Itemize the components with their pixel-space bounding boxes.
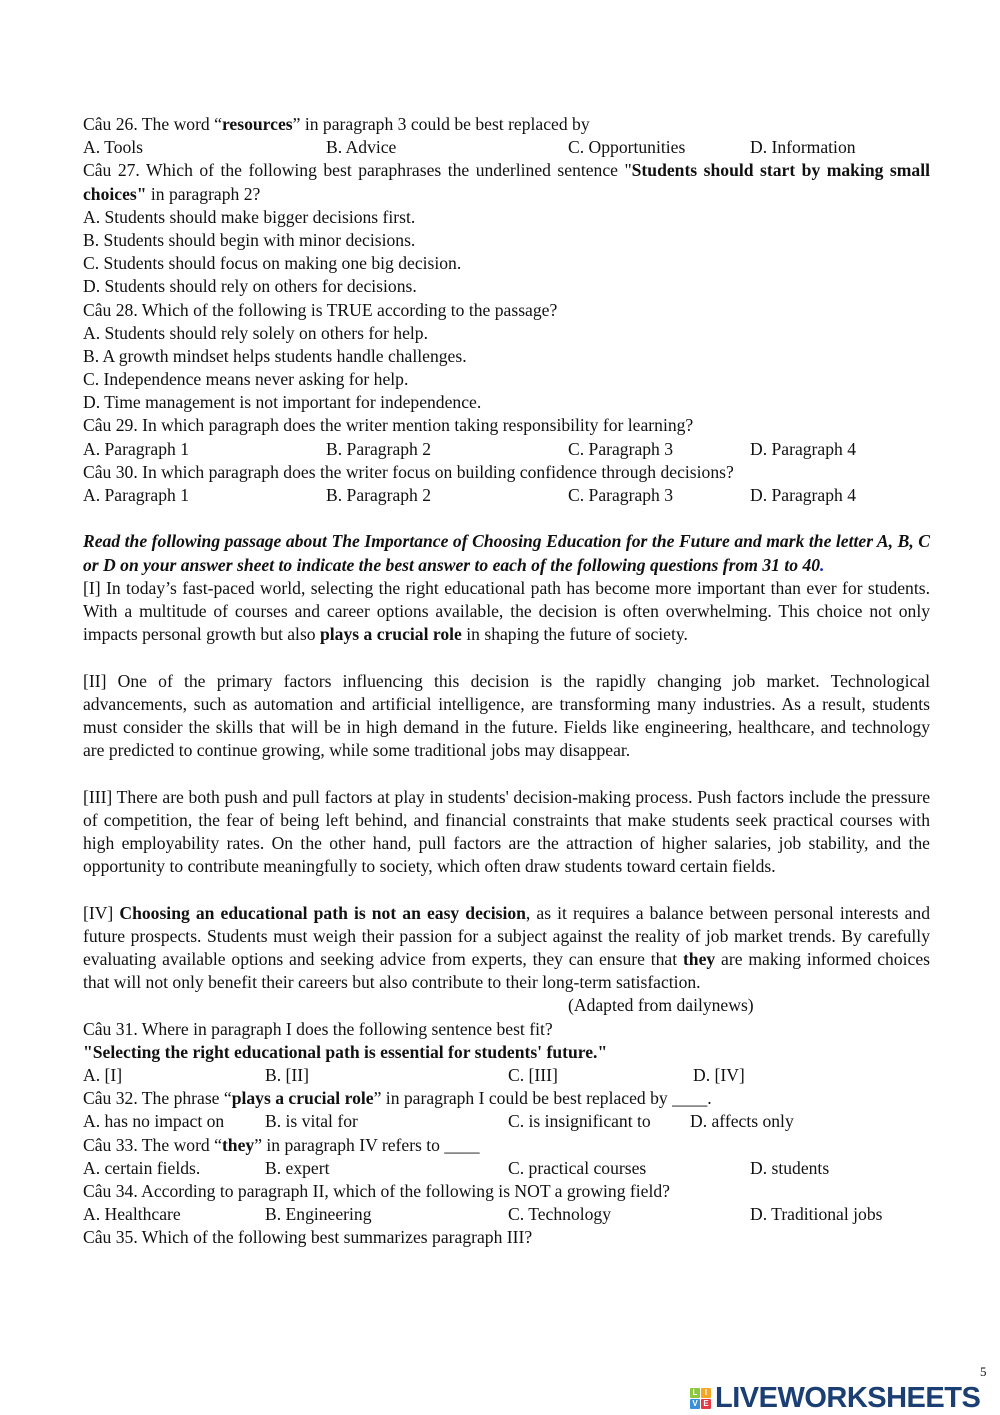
- answer-option[interactable]: D. Traditional jobs: [750, 1204, 883, 1225]
- text-run: Câu 35. Which of the following best summarizes paragraph III?: [83, 1227, 533, 1248]
- text-run: , as it requires a balance between personal interests and future prospects. Students must weigh their passion for a subject against the reality of job market trends. By carefully evaluating available options and seeking advice from experts, they can ensure that: [83, 902, 930, 970]
- text-run: [IV]: [83, 902, 120, 923]
- answer-option[interactable]: C. Paragraph 3: [568, 438, 674, 459]
- answer-option[interactable]: A. Tools: [83, 137, 144, 158]
- passage-paragraph: [83, 577, 930, 647]
- answer-option[interactable]: B. Advice: [326, 137, 397, 158]
- answer-option[interactable]: A. Students should make bigger decisions first.: [83, 206, 416, 227]
- paragraph-gap: [83, 646, 930, 669]
- logo-text: LIVEWORKSHEETS: [715, 1382, 981, 1414]
- answer-options-row: [83, 1203, 930, 1226]
- passage-paragraph: [83, 902, 930, 995]
- passage-paragraph: [83, 670, 930, 763]
- text-run: Câu 30. In which paragraph does the writer focus on building confidence through decisions?: [83, 461, 734, 482]
- answer-option[interactable]: A. Students should rely solely on others for help.: [83, 322, 428, 343]
- text-run: are making informed choices that will not only benefit their careers but also contribute to their long-term satisfaction.: [83, 949, 930, 993]
- answer-options-row: [83, 484, 930, 507]
- question-stem: [83, 1226, 930, 1249]
- answer-option[interactable]: B. Engineering: [265, 1204, 372, 1225]
- answer-option[interactable]: D. students: [750, 1157, 830, 1178]
- text-run: Câu 33. The word “: [83, 1134, 222, 1155]
- text-run: ” in paragraph IV refers to ____: [254, 1134, 480, 1155]
- question-quote: [83, 1041, 930, 1064]
- reading-instruction: [83, 530, 930, 576]
- liveworksheets-logo: [690, 1384, 980, 1412]
- logo-blocks-icon: [690, 1388, 711, 1409]
- answer-option[interactable]: B. is vital for: [265, 1111, 358, 1132]
- bold-text: resources: [221, 114, 293, 134]
- answer-options-row: [83, 1064, 930, 1087]
- question-stem: [83, 414, 930, 437]
- question-stem: [83, 1087, 930, 1110]
- answer-option[interactable]: C. Students should focus on making one big decision.: [83, 253, 462, 274]
- answer-option[interactable]: A. Paragraph 1: [83, 485, 190, 506]
- instruction-dot: .: [820, 554, 825, 575]
- text-run: in shaping the future of society.: [461, 624, 688, 645]
- passage-paragraph: [83, 786, 930, 879]
- reading-passage: [83, 577, 930, 995]
- answer-option[interactable]: C. Independence means never asking for help.: [83, 369, 409, 390]
- text-run: Câu 34. According to paragraph II, which of the following is NOT a growing field?: [83, 1180, 670, 1201]
- answer-options-row: [83, 438, 930, 461]
- answer-option[interactable]: D. Time management is not important for independence.: [83, 392, 482, 413]
- paragraph-gap: [83, 878, 930, 901]
- document-page: [83, 113, 930, 1249]
- logo-block: E: [701, 1399, 711, 1409]
- text-run: [III] There are both push and pull factors at play in students' decision-making process. Push factors include the pressure of competition, the fear of being left behind, and financial constraints that make students seek practical courses with high employability rates. On the other hand, pull factors are the attraction of higher salaries, job stability, and the opportunity to contribute meaningfully to society, which often draw students toward certain fields.: [83, 786, 930, 877]
- text-run: Câu 28. Which of the following is TRUE according to the passage?: [83, 299, 558, 320]
- text-run: [I] In today’s fast-paced world, selecting the right educational path has become more important than ever for students. With a multitude of courses and career options available, the decision is often overwhelming. This choice not only impacts personal growth but also: [83, 577, 930, 645]
- answer-option[interactable]: A. Paragraph 1: [83, 438, 190, 459]
- bold-text: plays a crucial role: [231, 1088, 374, 1109]
- answer-option[interactable]: D. Students should rely on others for decisions.: [83, 276, 417, 297]
- answer-option[interactable]: B. Paragraph 2: [326, 438, 432, 459]
- questions-31-35: [83, 1018, 930, 1250]
- text-run: Câu 26. The word “: [83, 114, 222, 134]
- bold-text: they: [221, 1134, 255, 1155]
- question-stem: [83, 159, 930, 205]
- question-stem: [83, 1134, 930, 1157]
- answer-option[interactable]: B. expert: [265, 1157, 330, 1178]
- answer-option[interactable]: C. [III]: [508, 1064, 558, 1085]
- answer-option[interactable]: C. practical courses: [508, 1157, 647, 1178]
- logo-block: I: [701, 1388, 711, 1398]
- logo-block: L: [690, 1388, 700, 1398]
- text-run: Câu 29. In which paragraph does the writer mention taking responsibility for learning?: [83, 415, 694, 436]
- answer-option[interactable]: B. Paragraph 2: [326, 485, 432, 506]
- text-run: in paragraph 2?: [146, 183, 261, 204]
- text-run: Câu 32. The phrase “: [83, 1088, 232, 1109]
- page-number: 5: [980, 1364, 987, 1379]
- bold-text: Students should start by making small choices": [83, 160, 930, 204]
- answer-option[interactable]: B. A growth mindset helps students handle challenges.: [83, 345, 467, 366]
- question-stem: [83, 461, 930, 484]
- question-stem: [83, 1180, 930, 1203]
- question-stem: [83, 1018, 930, 1041]
- answer-option[interactable]: D. Information: [750, 137, 856, 158]
- answer-option[interactable]: C. is insignificant to: [508, 1111, 651, 1132]
- answer-option[interactable]: C. Paragraph 3: [568, 485, 674, 506]
- answer-option[interactable]: D. affects only: [690, 1111, 794, 1132]
- logo-block: V: [690, 1399, 700, 1409]
- bold-text: "Selecting the right educational path is essential for students' future.": [83, 1041, 608, 1062]
- answer-option[interactable]: A. Healthcare: [83, 1204, 181, 1225]
- text-run: Câu 31. Where in paragraph I does the following sentence best fit?: [83, 1018, 553, 1039]
- bold-text: they: [682, 949, 716, 970]
- answer-option[interactable]: A. [I]: [83, 1064, 123, 1085]
- answer-option[interactable]: D. Paragraph 4: [750, 485, 857, 506]
- text-run: ” in paragraph 3 could be best replaced by: [292, 114, 590, 134]
- bold-text: plays a crucial role: [319, 624, 462, 645]
- question-stem: [83, 299, 930, 322]
- answer-option[interactable]: C. Opportunities: [568, 137, 686, 158]
- answer-option[interactable]: A. certain fields.: [83, 1157, 201, 1178]
- questions-26-30: [83, 113, 930, 507]
- answer-option[interactable]: B. [II]: [265, 1064, 309, 1085]
- answer-options-row: [83, 1110, 930, 1133]
- passage-source: (Adapted from dailynews): [568, 995, 754, 1016]
- instruction-text: Read the following passage about The Importance of Choosing Education for the Future and mark the letter A, B, C or D on your answer sheet to indicate the best answer to each of the following questions from 31 to 40: [83, 531, 930, 575]
- answer-options-row: [83, 136, 930, 159]
- text-run: Câu 27. Which of the following best paraphrases the underlined sentence ": [83, 160, 632, 181]
- answer-option[interactable]: B. Students should begin with minor decisions.: [83, 229, 416, 250]
- text-run: ” in paragraph I could be best replaced by ____.: [373, 1088, 712, 1109]
- answer-option[interactable]: D. [IV]: [693, 1064, 745, 1085]
- answer-option[interactable]: A. has no impact on: [83, 1111, 225, 1132]
- answer-option[interactable]: D. Paragraph 4: [750, 438, 857, 459]
- paragraph-gap: [83, 762, 930, 785]
- answer-options-row: [83, 1157, 930, 1180]
- question-stem: [83, 113, 930, 136]
- bold-text: Choosing an educational path is not an easy decision: [119, 902, 526, 923]
- text-run: [II] One of the primary factors influencing this decision is the rapidly changing job market. Technological advancements, such as automation and artificial intelligence, are transforming many industries. As a result, students must consider the skills that will be in high demand in the future. Fields like engineering, healthcare, and technology are predicted to continue growing, while some traditional jobs may disappear.: [83, 670, 930, 761]
- answer-option[interactable]: C. Technology: [508, 1204, 612, 1225]
